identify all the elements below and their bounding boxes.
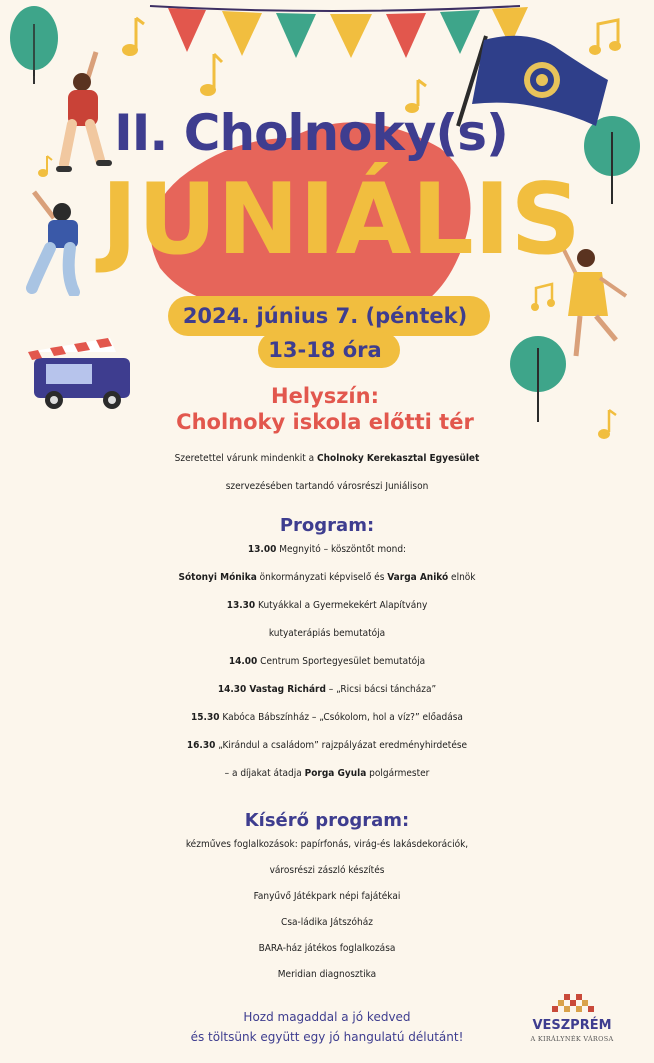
footer-line-2: és töltsünk együtt egy jó hangulatú délutánt! (190, 1030, 464, 1044)
footer-line-1: Hozd magaddal a jó kedved (243, 1010, 411, 1024)
veszprem-logo-icon (548, 992, 598, 1016)
intro-line-2: szervezésében tartandó városrészi Juniálison (225, 481, 429, 492)
venue-label: Helyszín: (271, 384, 379, 408)
logo-name: VESZPRÉM (532, 1018, 612, 1033)
program-row: Sótonyi Mónika önkormányzati képviselő és Varga Anikó elnök (178, 572, 476, 583)
event-date: 2024. június 7. (péntek) (182, 304, 468, 328)
side-program-item: Fanyűvő Játékpark népi fajátékai (253, 891, 401, 902)
program-row: 14.30 Vastag Richárd – „Ricsi bácsi táncháza” (217, 684, 437, 695)
side-program-item: kézműves foglalkozások: papírfonás, virág-és lakásdekorációk, (185, 839, 469, 850)
side-program-item: Meridian diagnosztika (277, 969, 377, 980)
program-heading: Program: (279, 515, 375, 536)
program-row: kutyaterápiás bemutatója (268, 628, 386, 639)
logo-subtitle: A KIRÁLYNÉK VÁROSA (530, 1035, 614, 1043)
program-row: – a díjakat átadja Porga Gyula polgármester (224, 768, 430, 779)
music-note-icon (196, 50, 224, 100)
title-line-2: JUNIÁLIS (101, 163, 581, 277)
program-row: 15.30 Kabóca Bábszínház – „Csókolom, hol a víz?” előadása (191, 712, 463, 723)
event-time: 13-18 óra (268, 338, 382, 362)
title-line-1: II. Cholnoky(s) (114, 104, 508, 162)
side-program-heading: Kísérő program: (244, 810, 410, 831)
program-row: 14.00 Centrum Sportegyesület bemutatója (228, 656, 426, 667)
side-program-item: városrészi zászló készítés (269, 865, 385, 876)
venue: Cholnoky iskola előtti tér (176, 410, 474, 434)
program-row: 16.30 „Kirándul a családom” rajzpályázat eredményhirdetése (186, 740, 468, 751)
side-program-item: Csa-ládika Játszóház (281, 917, 373, 928)
side-program-item: BARA-ház játékos foglalkozása (258, 943, 396, 954)
program-row: 13.30 Kutyákkal a Gyermekekért Alapítvány (226, 600, 428, 611)
intro-line-1: Szeretettel várunk mindenkit a Cholnoky Kerekasztal Egyesület (174, 453, 480, 464)
program-row: 13.00 Megnyitó – köszöntőt mond: (247, 544, 407, 555)
